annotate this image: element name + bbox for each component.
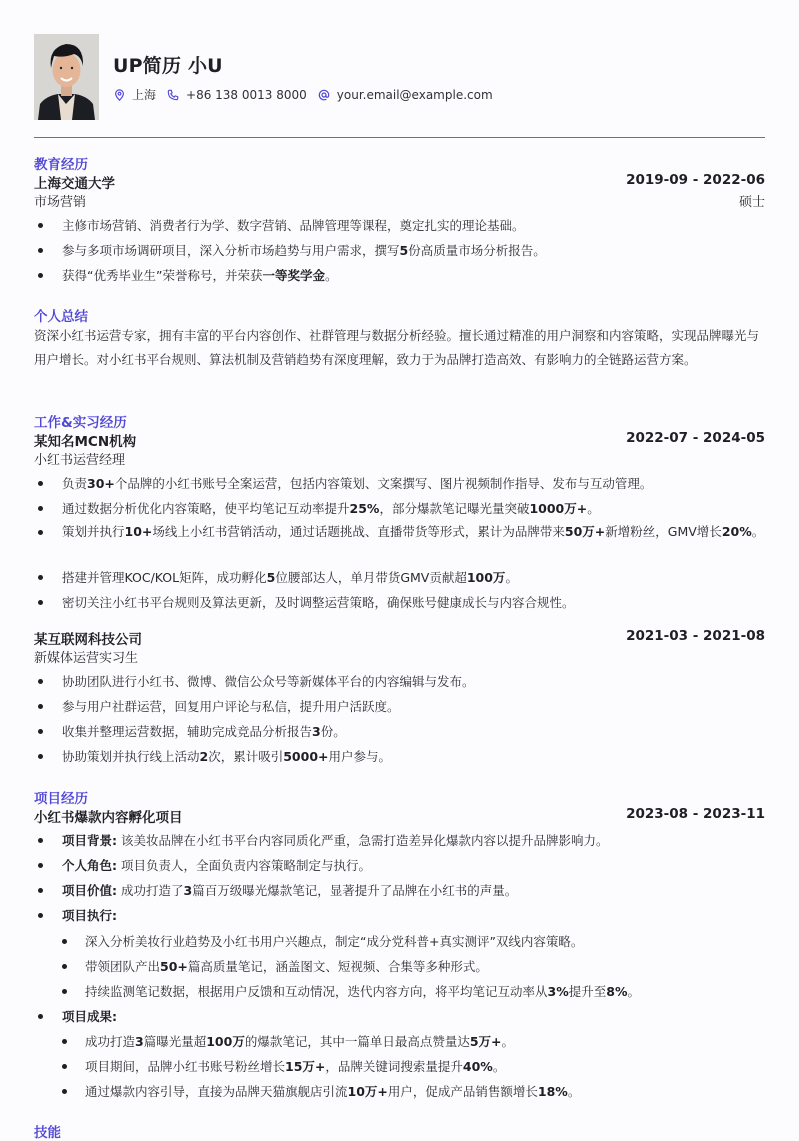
bullet-icon: [38, 506, 43, 511]
major: 市场营销: [34, 195, 87, 210]
bullet-icon: [38, 1014, 43, 1019]
project-name: 小红书爆款内容孵化项目: [34, 810, 183, 826]
contact-location: [114, 86, 156, 103]
bullet-icon: [38, 600, 43, 605]
bullet-icon: [38, 223, 43, 228]
section-title-work: 工作&实习经历: [34, 415, 127, 431]
bullet-icon: [62, 1089, 67, 1094]
bullet-icon: [38, 888, 43, 893]
contact-email: [318, 88, 493, 102]
school-name: 上海交通大学: [34, 176, 115, 192]
degree: 硕士: [738, 195, 765, 210]
resume-page: UP简历 小U 上海 +86 138 0013 8000 your.email@example.com 教育经历 上海交通大学 2019-09 - 2022-06 市场营销 硕士 主修市场营销、消费者行为学、数字营销、品牌管理等课程，奠定扎实的理论基础。 参与多项市场调研项目，深入分析市场趋势与用户需求，撰写5份高质量市场分析报告。 获得“优秀毕业生”荣誉称号，并荣获一等奖学金。 个人总结 资深小红书运营专家，拥有丰富的平台内容创作、社群管理与数据分析经验。擅长通过精准的用户洞察和内容策略，实现品牌曝光与用户增长。对小红书平台规则、算法机制及营销趋势有深度理解，致力于为品牌打造高效、有影响力的全链路运营方案。 工作&实习经历 某知名MCN机构 2022-07 - 2024-05 小红书运营经理 负责30+个品牌的小红书账号全案运营，包括内容策划、文案撰写、图片视频制作指导、发布与互动管理。 通过数据分析优化内容策略，使平均笔记互动率提升25%，部分爆款笔记曝光量突破1000万+。 策划并执行10+场线上小红书营销活动，通过话题挑战、直播带货等形式，累计为品牌带来50万+新增粉丝，GMV增长20%。 搭建并管理KOC/KOL矩阵，成功孵化5位腰部达人，单月带货GMV贡献超100万。 密切关注小红书平台规则及算法更新，及时调整运营策略，确保账号健康成长与内容合规性。 某互联网科技公司 2021-03 - 2021-08 新媒体运营实习生 协助团队进行小红书、微博、微信公众号等新媒体平台的内容编辑与发布。 参与用户社群运营，回复用户评论与私信，提升用户活跃度。 收集并整理运营数据，辅助完成竞品分析报告3份。 协助策划并执行线上活动2次，累计吸引5000+用户参与。 项目经历 小红书爆款内容孵化项目 2023-08 - 2023-11 项目背景: 该美妆品牌在小红书平台内容同质化严重，急需打造差异化爆款内容以提升品牌影响力。 个人角色: 项目负责人，全面负责内容策略制定与执行。 项目价值: 成功打造了3篇百万级曝光爆款笔记，显著提升了品牌在小红书的声量。 项目执行: 深入分析美妆行业趋势及小红书用户兴趣点，制定“成分党科普+真实测评”双线内容策略。 带领团队产出50+篇高质量笔记，涵盖图文、短视频、合集等多种形式。 持续监测笔记数据，根据用户反馈和互动情况，迭代内容方向，将平均笔记互动率从3%提升至8%。 项目成果: 成功打造3篇曝光量超100万的爆款笔记，其中一篇单日最高点赞量达5万+。 项目期间，品牌小红书账号粉丝增长15万+，品牌关键词搜索量提升40%。 通过爆款内容引导，直接为品牌天猫旗舰店引流10万+用户，促成产品销售额增长18%。 技能: [0, 0, 799, 1130]
bullet-icon: [38, 248, 43, 253]
job-date: 2022-07 - 2024-05: [626, 430, 765, 446]
section-title-education: 教育经历: [34, 157, 88, 173]
bullet-icon: [38, 704, 43, 709]
bullet-icon: [38, 530, 43, 535]
bullet-icon: [62, 1064, 67, 1069]
company-name: 某知名MCN机构: [34, 434, 137, 450]
bullet-icon: [62, 1039, 67, 1044]
company-name: 某互联网科技公司: [34, 632, 142, 648]
section-title-projects: 项目经历: [34, 791, 88, 807]
candidate-name: UP简历 小U: [113, 55, 223, 77]
section-title-summary: 个人总结: [34, 309, 88, 325]
contact-info: [114, 86, 504, 103]
bullet-icon: [38, 273, 43, 278]
email-text[interactable]: your.email@example.com: [336, 87, 493, 102]
bullet-icon: [62, 989, 67, 994]
job-date: 2021-03 - 2021-08: [626, 628, 765, 644]
bullet-icon: [38, 754, 43, 759]
bullet-icon: [38, 481, 43, 486]
job-role: 小红书运营经理: [34, 453, 126, 468]
bullet-icon: [38, 863, 43, 868]
summary-text: 资深小红书运营专家，拥有丰富的平台内容创作、社群管理与数据分析经验。擅长通过精准的用户洞察和内容策略，实现品牌曝光与用户增长。对小红书平台规则、算法机制及营销趋势有深度理解，致力于为品牌打造高效、有影响力的全链路运营方案。: [34, 328, 760, 367]
resume-header: [34, 34, 774, 120]
location-pin-icon: [114, 89, 125, 101]
bullet-icon: [38, 575, 43, 580]
avatar: [34, 34, 99, 120]
section-title-skills: 技能: [34, 1125, 61, 1141]
contact-phone: [167, 88, 307, 102]
location-text: 上海: [132, 88, 157, 102]
project-date: 2023-08 - 2023-11: [626, 806, 765, 822]
header-divider: [34, 137, 765, 138]
phone-text[interactable]: +86 138 0013 8000: [186, 87, 307, 102]
education-date: 2019-09 - 2022-06: [626, 172, 765, 188]
bullet-icon: [38, 913, 43, 918]
bullet-icon: [38, 838, 43, 843]
bullet-icon: [62, 964, 67, 969]
bullet-icon: [38, 729, 43, 734]
bullet-icon: [38, 679, 43, 684]
at-sign-icon: [318, 89, 330, 101]
job-role: 新媒体运营实习生: [34, 651, 139, 666]
phone-icon: [167, 89, 179, 101]
bullet-icon: [62, 939, 67, 944]
